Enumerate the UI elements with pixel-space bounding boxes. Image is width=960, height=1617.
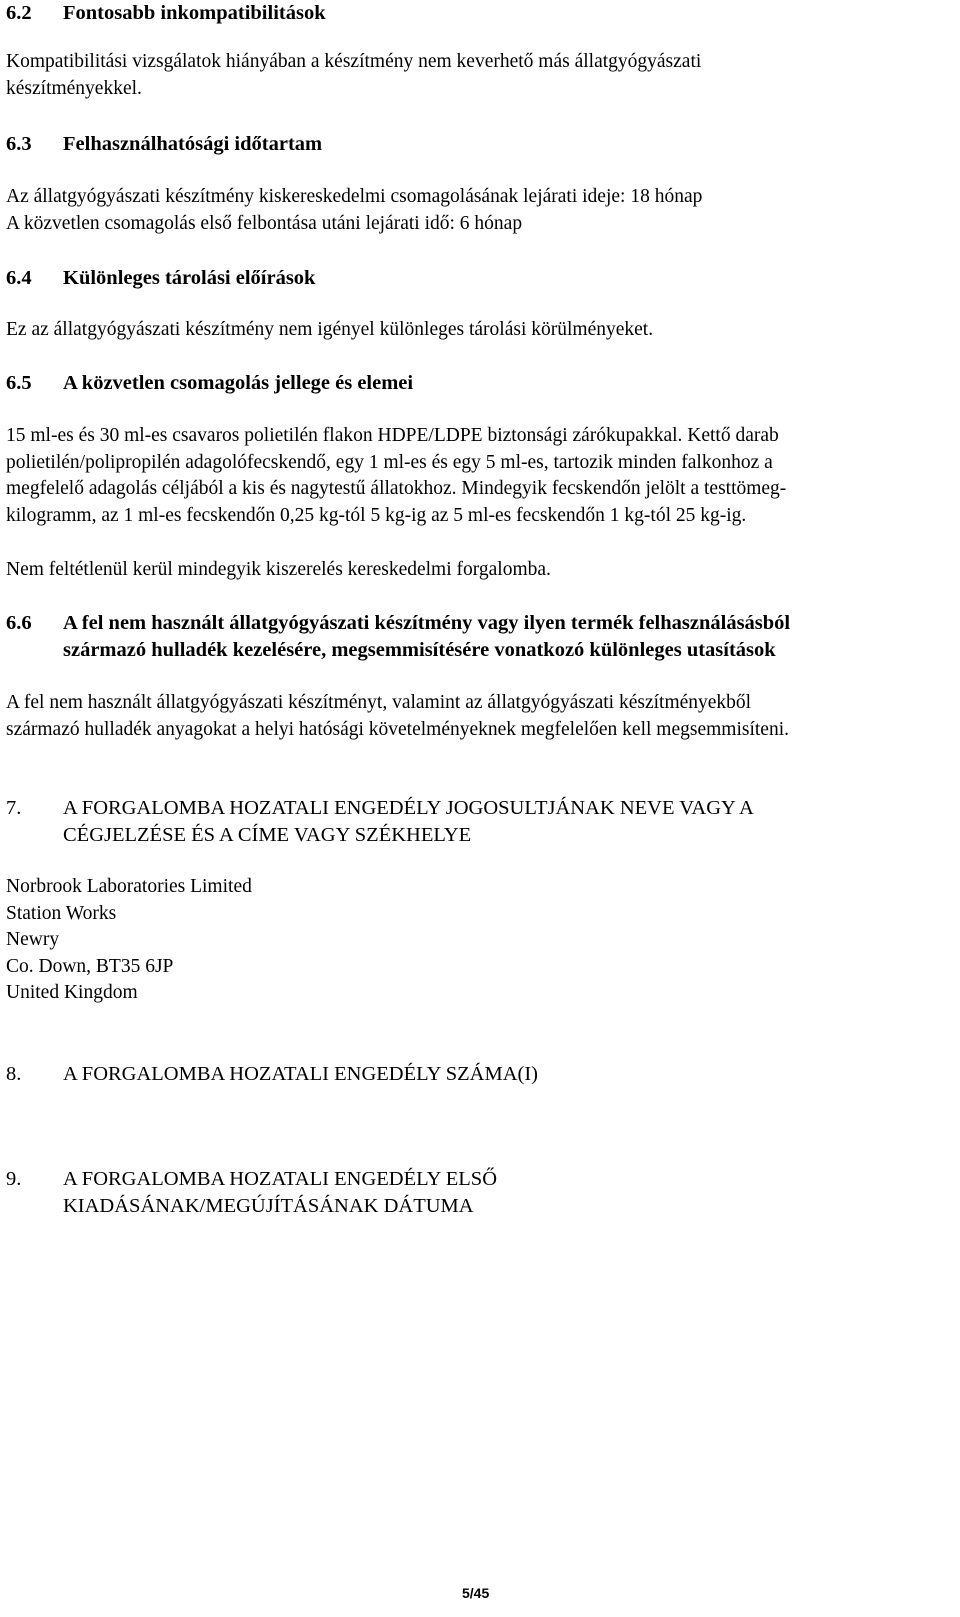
- section-number: 6.4: [6, 267, 32, 289]
- address-line: Norbrook Laboratories Limited: [6, 876, 252, 897]
- title-line: A FORGALOMBA HOZATALI ENGEDÉLY ELSŐ: [63, 1168, 498, 1190]
- body-line: 15 ml-es és 30 ml-es csavaros polietilén flakon HDPE/LDPE biztonsági zárókupakkal. Kettő darab: [6, 425, 779, 446]
- section-note-6-5: [6, 557, 551, 584]
- section-body-6-6: [6, 690, 789, 743]
- section-body-6-3: [6, 184, 702, 237]
- section-title: [63, 1166, 497, 1220]
- title-line: A fel nem használt állatgyógyászati készítmény vagy ilyen termék felhasználásásból: [63, 612, 791, 634]
- section-body-6-2: [6, 49, 701, 102]
- section-title: Különleges tárolási előírások: [63, 267, 316, 289]
- title-line: CÉGJELZÉSE ÉS A CÍME VAGY SZÉKHELYE: [63, 824, 472, 846]
- applicant-address: [6, 874, 252, 1007]
- title-line: KIADÁSÁNAK/MEGÚJÍTÁSÁNAK DÁTUMA: [63, 1195, 474, 1217]
- section-number: 7.: [6, 797, 22, 819]
- body-line: A fel nem használt állatgyógyászati készítményt, valamint az állatgyógyászati készítményekből: [6, 692, 752, 713]
- body-line: polietilén/polipropilén adagolófecskendő, egy 1 ml-es és egy 5 ml-es, tartozik minden falkonhoz a: [6, 451, 773, 473]
- body-line: A közvetlen csomagolás első felbontása utáni lejárati idő: 6 hónap: [6, 212, 523, 234]
- body-line: Ez az állatgyógyászati készítmény nem igényel különleges tárolási körülményeket.: [6, 319, 654, 340]
- section-number: 6.6: [6, 612, 32, 634]
- address-line: Newry: [6, 929, 60, 950]
- body-line: készítményekkel.: [6, 77, 142, 99]
- section-number: 9.: [6, 1168, 22, 1190]
- body-line: Kompatibilitási vizsgálatok hiányában a készítmény nem keverhető más állatgyógyászati: [6, 51, 702, 72]
- title-line: származó hulladék kezelésére, megsemmisítésére vonatkozó különleges utasítások: [63, 639, 776, 661]
- section-title: A FORGALOMBA HOZATALI ENGEDÉLY SZÁMA(I): [63, 1063, 538, 1085]
- section-number: 6.2: [6, 2, 32, 24]
- body-line: megfelelő adagolás céljából a kis és nagytestű állatokhoz. Mindegyik fecskendőn jelölt a testtömeg-: [6, 478, 787, 499]
- section-number: 6.5: [6, 372, 32, 394]
- section-number: 8.: [6, 1063, 22, 1085]
- section-title: A közvetlen csomagolás jellege és elemei: [63, 372, 414, 394]
- section-body-6-4: [6, 317, 653, 344]
- section-title: Fontosabb inkompatibilitások: [63, 2, 326, 24]
- section-body-6-5: [6, 423, 786, 529]
- body-line: származó hulladék anyagokat a helyi hatósági követelményeknek megfelelően kell megsemmisíteni.: [6, 718, 789, 740]
- section-title: [63, 610, 790, 664]
- title-line: A FORGALOMBA HOZATALI ENGEDÉLY JOGOSULTJÁNAK NEVE VAGY A: [63, 797, 754, 819]
- body-line: kilogramm, az 1 ml-es fecskendőn 0,25 kg-tól 5 kg-ig az 5 ml-es fecskendőn 1 kg-tól 25 kg-ig.: [6, 504, 747, 526]
- address-line: United Kingdom: [6, 982, 138, 1003]
- note-line: Nem feltétlenül kerül mindegyik kiszerelés kereskedelmi forgalomba.: [6, 559, 551, 580]
- section-title: Felhasználhatósági időtartam: [63, 133, 323, 155]
- address-line: Co. Down, BT35 6JP: [6, 955, 174, 977]
- page-number: 5/45: [462, 1585, 490, 1601]
- body-line: Az állatgyógyászati készítmény kiskereskedelmi csomagolásának lejárati ideje: 18 hónap: [6, 186, 703, 207]
- section-title: [63, 795, 754, 849]
- address-line: Station Works: [6, 902, 117, 924]
- section-number: 6.3: [6, 133, 32, 155]
